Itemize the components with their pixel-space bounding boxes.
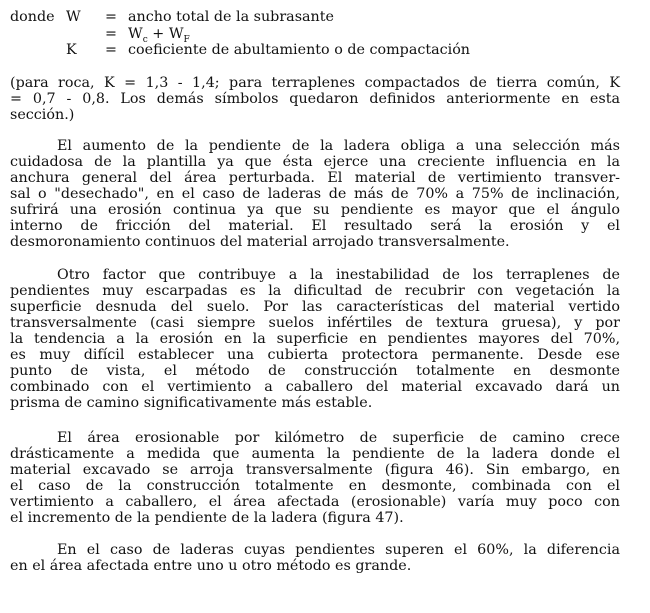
- text-line: desmoronamiento continuos del material arrojado transversalmente.: [10, 234, 510, 250]
- text-line: el incremento de la pendiente de la ladera (figura 47).: [10, 510, 404, 526]
- equals-sign: =: [105, 25, 117, 42]
- equals-sign: =: [105, 9, 117, 25]
- formula-w: W: [128, 25, 143, 42]
- text-line: la tendencia a la erosión en la superficie en pendientes mayores del 70%,: [10, 331, 620, 347]
- formula-plus-w: + W: [147, 25, 184, 42]
- paragraph-slope-template: [10, 138, 620, 250]
- text-line: prisma de camino significativamente más estable.: [10, 395, 373, 411]
- text-line: Otro factor que contribuye a la inestabilidad de los terraplenes de: [57, 267, 620, 283]
- symbol: W: [66, 9, 81, 25]
- text-line: anchura general del área perturbada. El material de vertimiento transver-: [10, 170, 620, 186]
- definition-text: coeficiente de abultamiento o de compactación: [128, 42, 471, 58]
- paragraph-difference: [10, 542, 620, 574]
- text-line: material excavado se arroja transversalmente (figura 46). Sin embargo, en: [10, 462, 620, 478]
- subscript-c: c: [142, 34, 148, 45]
- text-line: vertimiento a caballero, el área afectada (erosionable) varía muy poco con: [10, 494, 620, 510]
- text-line: El área erosionable por kilómetro de superficie de camino crece: [57, 430, 620, 446]
- text-line: cuidadosa de la plantilla ya que ésta ejerce una creciente influencia en la: [10, 154, 620, 170]
- text-line: sufrirá una erosión continua ya que su pendiente es mayor que el ángulo: [10, 202, 620, 218]
- text-line: sección.): [10, 107, 75, 123]
- text-line: sal o "desechado", en el caso de laderas de más de 70% a 75% de inclinación,: [10, 186, 620, 202]
- text-line: el caso de la construcción totalmente en desmonte, combinada con el: [10, 478, 620, 494]
- text-line: en el área afectada entre uno u otro método es grande.: [10, 558, 412, 574]
- paragraph-erodible-area: [10, 430, 620, 526]
- text-line: superficie desnuda del suelo. Por las características del material vertido: [10, 299, 620, 315]
- text-line: drásticamente a medida que aumenta la pendiente de la ladera donde el: [10, 446, 620, 462]
- symbol: K: [66, 42, 77, 58]
- subscript-f: F: [183, 34, 190, 45]
- text-line: En el caso de laderas cuyas pendientes superen el 60%, la diferencia: [57, 542, 620, 558]
- text-line: El aumento de la pendiente de la ladera obliga a una selección más: [57, 138, 620, 154]
- text-line: pendientes muy escarpadas es la dificultad de recubrir con vegetación la: [10, 283, 620, 299]
- equals-sign: =: [105, 42, 117, 58]
- paragraph-note: [10, 75, 620, 123]
- paragraph-instability: [10, 267, 620, 411]
- text-line: (para roca, K = 1,3 - 1,4; para terraplenes compactados de tierra común, K: [10, 75, 620, 91]
- text-line: transversalmente (casi siempre suelos infértiles de textura gruesa), y por: [10, 315, 620, 331]
- definition-text: ancho total de la subrasante: [128, 9, 334, 25]
- text-line: = 0,7 - 0,8. Los demás símbolos quedaron definidos anteriormente en esta: [10, 91, 620, 107]
- text-line: interno de fricción del material. El resultado será la erosión y el: [10, 218, 620, 234]
- text-line: es muy difícil establecer una cubierta protectora permanente. Desde ese: [10, 347, 620, 363]
- text-line: combinado con el vertimiento a caballero del material excavado dará un: [10, 379, 620, 395]
- text-line: punto de vista, el método de construcción totalmente en desmonte: [10, 363, 620, 379]
- donde-label: donde: [10, 9, 55, 25]
